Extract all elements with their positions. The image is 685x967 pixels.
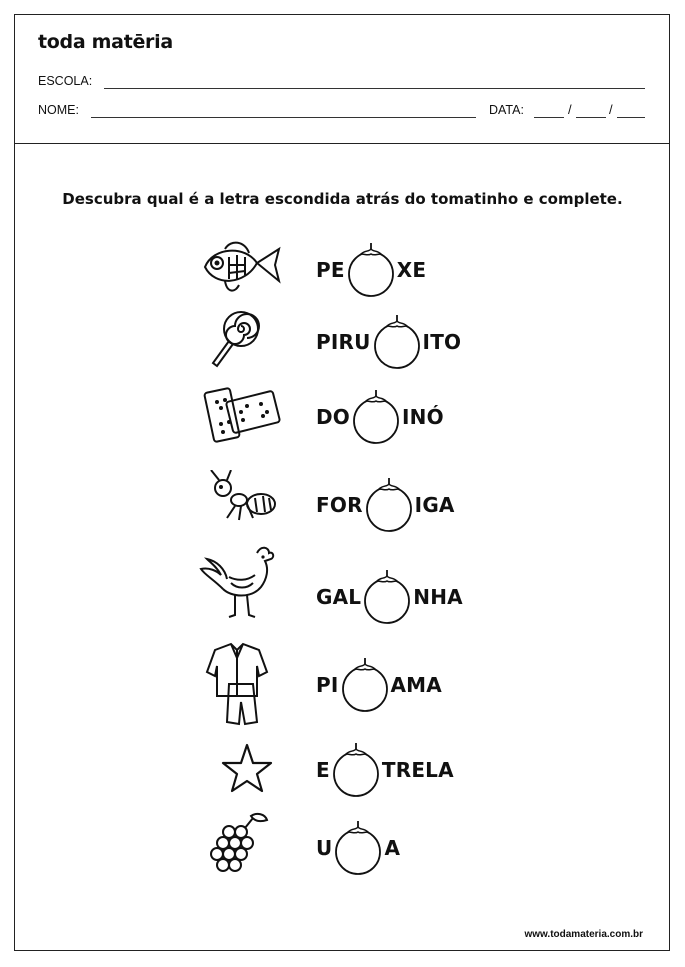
nome-field[interactable] — [91, 117, 476, 118]
brand-logo: toda matēria — [38, 31, 173, 53]
exercise-row — [0, 307, 685, 377]
instruction-text: Descubra qual é a letra escondida atrás do tomatinho e complete. — [62, 190, 623, 208]
word-end: IGA — [414, 493, 455, 517]
domino-icon — [195, 382, 285, 452]
tomato-icon[interactable] — [332, 740, 380, 800]
fish-icon — [195, 235, 285, 305]
star-icon — [195, 735, 285, 805]
word-start: PI — [316, 673, 339, 697]
header-separator — [14, 143, 670, 144]
word-end: AMA — [390, 673, 442, 697]
exercise-row — [0, 640, 685, 710]
word-start: PE — [316, 258, 345, 282]
exercise-row — [0, 235, 685, 305]
word-end: TRELA — [381, 758, 454, 782]
tomato-icon[interactable] — [341, 655, 389, 715]
exercise-row — [0, 382, 685, 452]
rooster-icon — [195, 545, 285, 625]
exercise-row — [0, 735, 685, 805]
tomato-icon[interactable] — [352, 387, 400, 447]
word-start: GAL — [316, 585, 362, 609]
date-month-field[interactable] — [576, 117, 606, 118]
nome-label: NOME: — [38, 103, 79, 117]
word-end: NHA — [413, 585, 463, 609]
word-start: E — [316, 758, 330, 782]
word-start: FOR — [316, 493, 363, 517]
word-start: DO — [316, 405, 351, 429]
tomato-icon[interactable] — [373, 312, 421, 372]
tomato-icon[interactable] — [365, 475, 413, 535]
exercise-row — [0, 470, 685, 540]
tomato-icon[interactable] — [347, 240, 395, 300]
word-end: INÓ — [402, 405, 444, 429]
tomato-icon[interactable] — [363, 567, 411, 627]
lollipop-icon — [195, 307, 285, 377]
escola-field[interactable] — [104, 88, 645, 89]
word-start: PIRU — [316, 330, 371, 354]
word-start: U — [316, 836, 333, 860]
date-slash: / — [568, 102, 572, 117]
escola-label: ESCOLA: — [38, 74, 93, 88]
word-end: XE — [396, 258, 427, 282]
data-label: DATA: — [489, 103, 524, 117]
pajamas-icon — [195, 640, 285, 730]
word-end: ITO — [422, 330, 462, 354]
grapes-icon — [195, 810, 285, 880]
ant-icon — [195, 470, 285, 540]
exercise-row — [0, 545, 685, 615]
tomato-icon[interactable] — [334, 818, 382, 878]
word-end: A — [384, 836, 401, 860]
exercise-row — [0, 810, 685, 880]
date-year-field[interactable] — [617, 117, 645, 118]
date-day-field[interactable] — [534, 117, 564, 118]
date-slash: / — [609, 102, 613, 117]
footer-url[interactable]: www.todamateria.com.br — [524, 929, 643, 940]
